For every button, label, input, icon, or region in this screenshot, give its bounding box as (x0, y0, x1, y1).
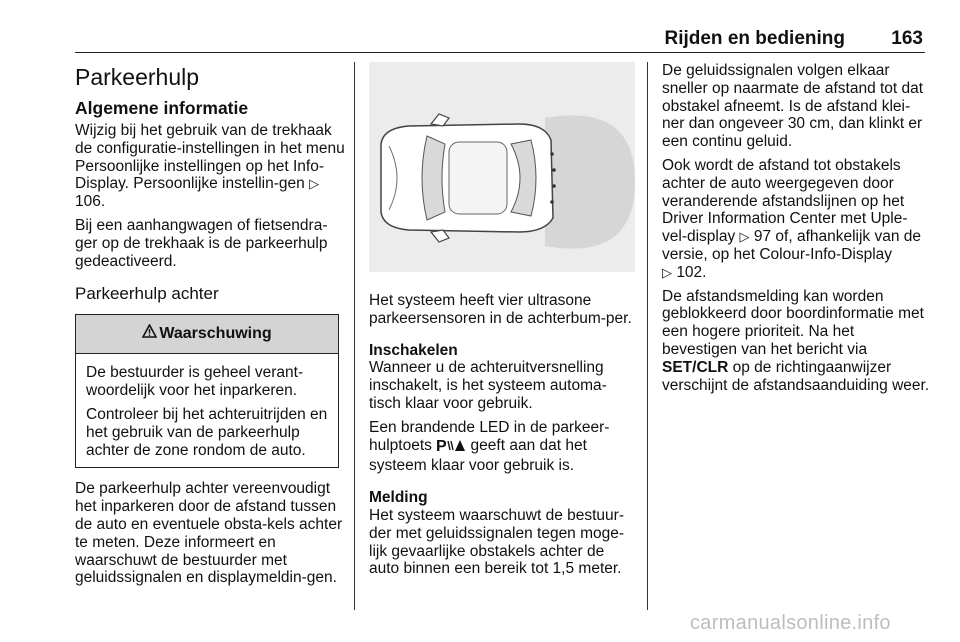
paragraph: De parkeerhulp achter vereenvoudigt het inparkeren door de afstand tussen de auto en eventuele obsta-kels achter te meten. Deze informeert en waarschuwt de bestuurder met geluidssignalen en displaymeldin-gen. (75, 480, 343, 587)
subheading-inschakelen: Inschakelen (369, 341, 458, 359)
paragraph (369, 419, 635, 475)
car-sensor-illustration (369, 62, 635, 272)
paragraph-text: Wijzig bij het gebruik van de trekhaak de configuratie-instellingen in het menu Persoonlijke instellingen op het Info-Display. Persoonlijke instellin-gen (75, 122, 345, 193)
paragraph: Bij een aanhangwagen of fietsendra-ger op de trekhaak is de parkeerhulp gedeactiveerd. (75, 216, 328, 270)
page-title: Parkeerhulp (75, 64, 200, 90)
paragraph-text: op de richtingaanwijzer verschijnt de afstandsaanduiding weer. (662, 358, 930, 394)
subsection-heading: Parkeerhulp achter (75, 284, 219, 304)
section-title: Rijden en bediening (664, 28, 845, 49)
paragraph-text: Een brandende LED in de parkeer-hulptoets (369, 418, 610, 454)
column-2 (369, 62, 635, 584)
page-reference-link[interactable]: 102. (676, 263, 707, 281)
warning-body (76, 354, 338, 467)
paragraph: Het systeem waarschuwt de bestuur-der met geluidssignalen tegen moge-lijk gevaarlijke obstakels achter de auto binnen een bereik tot 1,5 meter. (369, 506, 625, 578)
column-divider (647, 62, 648, 610)
warning-header (76, 315, 338, 354)
parking-assist-button-icon (436, 437, 466, 458)
triangle-right-icon: ▷ (309, 176, 320, 192)
paragraph (75, 122, 345, 211)
watermark: carmanualsonline.info (690, 612, 891, 634)
triangle-right-icon: ▷ (662, 264, 672, 280)
paragraph-text: Ook wordt de afstand tot obstakels achter de auto weergegeven door veranderende afstandslijnen op het Driver Information Center met Uple-vel-display (662, 156, 908, 246)
button-label-set-clr: SET/CLR (662, 358, 729, 376)
paragraph-text: De afstandsmelding kan worden geblokkeerd door boordinformatie met een hogere prioriteit. Na het bevestigen van het bericht via (662, 287, 924, 358)
section-subtitle: Algemene informatie (75, 98, 249, 118)
triangle-right-icon: ▷ (739, 229, 750, 245)
warning-triangle-icon (142, 315, 157, 353)
column-divider (354, 62, 355, 610)
column-1 (75, 62, 345, 593)
paragraph: De geluidssignalen volgen elkaar sneller op naarmate de afstand tot dat obstakel afneemt. Is de afstand klei-ner dan ongeveer 30 cm, dan klinkt er een continu geluid. (662, 62, 924, 151)
page-number: 163 (891, 28, 923, 49)
paragraph-text: geeft aan dat het systeem klaar voor gebruik is. (369, 436, 587, 475)
paragraph: Wanneer u de achteruitversnelling inschakelt, is het systeem automa-tisch klaar voor gebruik. (369, 359, 607, 412)
page-reference-link[interactable]: 106. (75, 193, 106, 211)
warning-text: Controleer bij het achteruitrijden en het gebruik van de parkeerhulp achter de zone rondom de auto. (86, 405, 328, 459)
paragraph (662, 157, 930, 282)
column-3 (662, 62, 930, 400)
paragraph (662, 288, 930, 395)
warning-title: Waarschuwing (159, 325, 272, 343)
warning-box (75, 314, 339, 468)
page-reference-link[interactable]: 97 of, afhankelijk van de versie, op het Colour-Info-Display (662, 228, 922, 263)
warning-text: De bestuurder is geheel verant-woordelijk voor het inparkeren. (86, 364, 304, 400)
page-header (75, 26, 925, 53)
paragraph: Het systeem heeft vier ultrasone parkeersensoren in de achterbum-per. (369, 292, 632, 327)
subheading-melding: Melding (369, 489, 428, 507)
parking-button-letter: P (436, 437, 447, 453)
